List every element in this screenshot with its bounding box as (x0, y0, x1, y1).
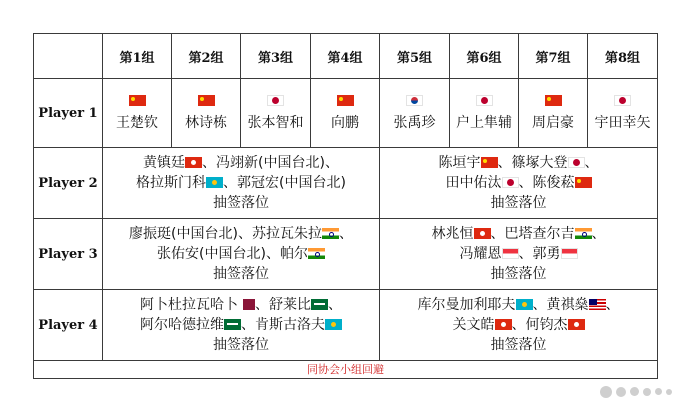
player-name: 陈垣宇 (438, 155, 481, 171)
pool-line (380, 295, 657, 315)
footer-row (34, 361, 658, 379)
dot (600, 386, 612, 398)
seed-cell (380, 79, 450, 148)
group-header: 第5组 (380, 34, 450, 79)
player-name: 冯耀恩 (459, 246, 502, 262)
hongkong-flag-icon (568, 319, 585, 330)
singapore-flag-icon (502, 248, 519, 259)
player-name: 、舒莱比 (255, 297, 311, 313)
china-flag-icon (575, 177, 592, 188)
japan-flag-icon (614, 95, 631, 106)
draw-note: 抽签落位 (490, 195, 547, 211)
player-name: 张本智和 (247, 114, 304, 131)
corner-cell (34, 34, 103, 79)
china-flag-icon (129, 95, 146, 106)
separator: 、 (328, 297, 342, 313)
seed-cell (241, 79, 311, 148)
row-label: Player 1 (34, 79, 103, 148)
group-header: 第4组 (311, 34, 380, 79)
draw-note: 抽签落位 (490, 337, 547, 353)
player-name: 库尔曼加利耶夫 (417, 297, 516, 313)
player-name: 黄镇廷 (143, 155, 186, 171)
hongkong-flag-icon (495, 319, 512, 330)
player-name: 、肯斯古洛夫 (241, 317, 325, 333)
singapore-flag-icon (561, 248, 578, 259)
player-name: 、郭冠宏(中国台北) (223, 175, 346, 191)
seed-cell (519, 79, 588, 148)
japan-flag-icon (568, 157, 585, 168)
pool-cell-left (103, 219, 380, 290)
japan-flag-icon (476, 95, 493, 106)
china-flag-icon (337, 95, 354, 106)
pool-line (380, 173, 657, 193)
china-flag-icon (198, 95, 215, 106)
player-name: 、郭勇 (518, 246, 561, 262)
kazakhstan-flag-icon (516, 299, 533, 310)
kazakhstan-flag-icon (206, 177, 223, 188)
qatar-flag-icon (238, 299, 255, 310)
pool-cell-left (103, 290, 380, 361)
row-label: Player 2 (34, 148, 103, 219)
india-flag-icon (308, 248, 325, 259)
player-name: 、篠塚大登 (497, 155, 568, 171)
player-name: 、陈俊菘 (518, 175, 575, 191)
pool-line (103, 224, 379, 244)
malaysia-flag-icon (589, 299, 606, 310)
pool-line (103, 244, 379, 264)
pool-line (380, 315, 657, 335)
player-name: 、黄祺燊 (532, 297, 589, 313)
player-name: 宇田幸矢 (594, 114, 651, 131)
row-label: Player 4 (34, 290, 103, 361)
pool-cell-right (380, 148, 658, 219)
pool-line (103, 153, 379, 173)
player4-row (34, 290, 658, 361)
player-name: 、何钧杰 (511, 317, 568, 333)
player2-row (34, 148, 658, 219)
india-flag-icon (575, 228, 592, 239)
pool-line (380, 244, 657, 264)
seed-cell (172, 79, 241, 148)
player-name: 向鹏 (331, 114, 359, 131)
row-label: Player 3 (34, 219, 103, 290)
player-name: 林兆恒 (431, 226, 474, 242)
china-flag-icon (545, 95, 562, 106)
player-name: 阿尔哈德拉维 (140, 317, 224, 333)
japan-flag-icon (267, 95, 284, 106)
pool-cell-right (380, 219, 658, 290)
dot (666, 389, 672, 395)
draw-table (33, 33, 658, 379)
seed-cell (588, 79, 658, 148)
draw-note: 抽签落位 (213, 337, 269, 353)
player-name: 格拉斯门科 (136, 175, 207, 191)
dot (643, 388, 651, 396)
kazakhstan-flag-icon (325, 319, 342, 330)
player-name: 廖振珽(中国台北)、苏拉瓦朱拉 (129, 226, 322, 242)
dot (616, 387, 626, 397)
hongkong-flag-icon (185, 157, 202, 168)
group-header: 第8组 (588, 34, 658, 79)
player-name: 林诗栋 (185, 114, 227, 131)
player-name: 田中佑汰 (445, 175, 502, 191)
player-name: 王楚钦 (116, 114, 158, 131)
player-name: 户上隼辅 (456, 114, 512, 131)
player-name: 周启豪 (532, 114, 574, 131)
group-header: 第3组 (241, 34, 311, 79)
pool-line (380, 153, 657, 173)
saudi-flag-icon (224, 319, 241, 330)
player-name: 阿卜杜拉瓦哈卜 (140, 297, 238, 313)
draw-note: 抽签落位 (490, 266, 547, 282)
saudi-flag-icon (311, 299, 328, 310)
seed-cell (311, 79, 380, 148)
pool-cell-left (103, 148, 380, 219)
dot (630, 387, 639, 396)
group-header: 第6组 (450, 34, 519, 79)
seed-cell (450, 79, 519, 148)
separator: 、 (605, 297, 620, 313)
pool-line (103, 315, 379, 335)
china-flag-icon (481, 157, 498, 168)
dot (655, 388, 662, 395)
japan-flag-icon (502, 177, 519, 188)
group-header: 第2组 (172, 34, 241, 79)
separator: 、 (338, 226, 353, 242)
group-header: 第1组 (103, 34, 172, 79)
pool-cell-right (380, 290, 658, 361)
pool-line (103, 295, 379, 315)
player-name: 张禹珍 (393, 114, 436, 131)
separator: 、 (591, 226, 606, 242)
hongkong-flag-icon (474, 228, 491, 239)
player-name: 、巴塔查尔吉 (490, 226, 575, 242)
player1-row (34, 79, 658, 148)
pool-line (103, 173, 379, 193)
player-name: 关文皓 (452, 317, 495, 333)
watermark-dots (600, 381, 678, 395)
header-row (34, 34, 658, 79)
separator: 、 (584, 155, 599, 171)
pool-line (380, 224, 657, 244)
draw-note: 抽签落位 (213, 266, 269, 282)
group-header: 第7组 (519, 34, 588, 79)
player-name: 、冯翊新(中国台北)、 (202, 155, 339, 171)
seed-cell (103, 79, 172, 148)
player3-row (34, 219, 658, 290)
india-flag-icon (322, 228, 339, 239)
player-name: 张佑安(中国台北)、帕尔 (157, 246, 308, 262)
draw-note: 抽签落位 (213, 195, 269, 211)
korea-flag-icon (406, 95, 423, 106)
footer-note: 同协会小组回避 (34, 361, 658, 379)
